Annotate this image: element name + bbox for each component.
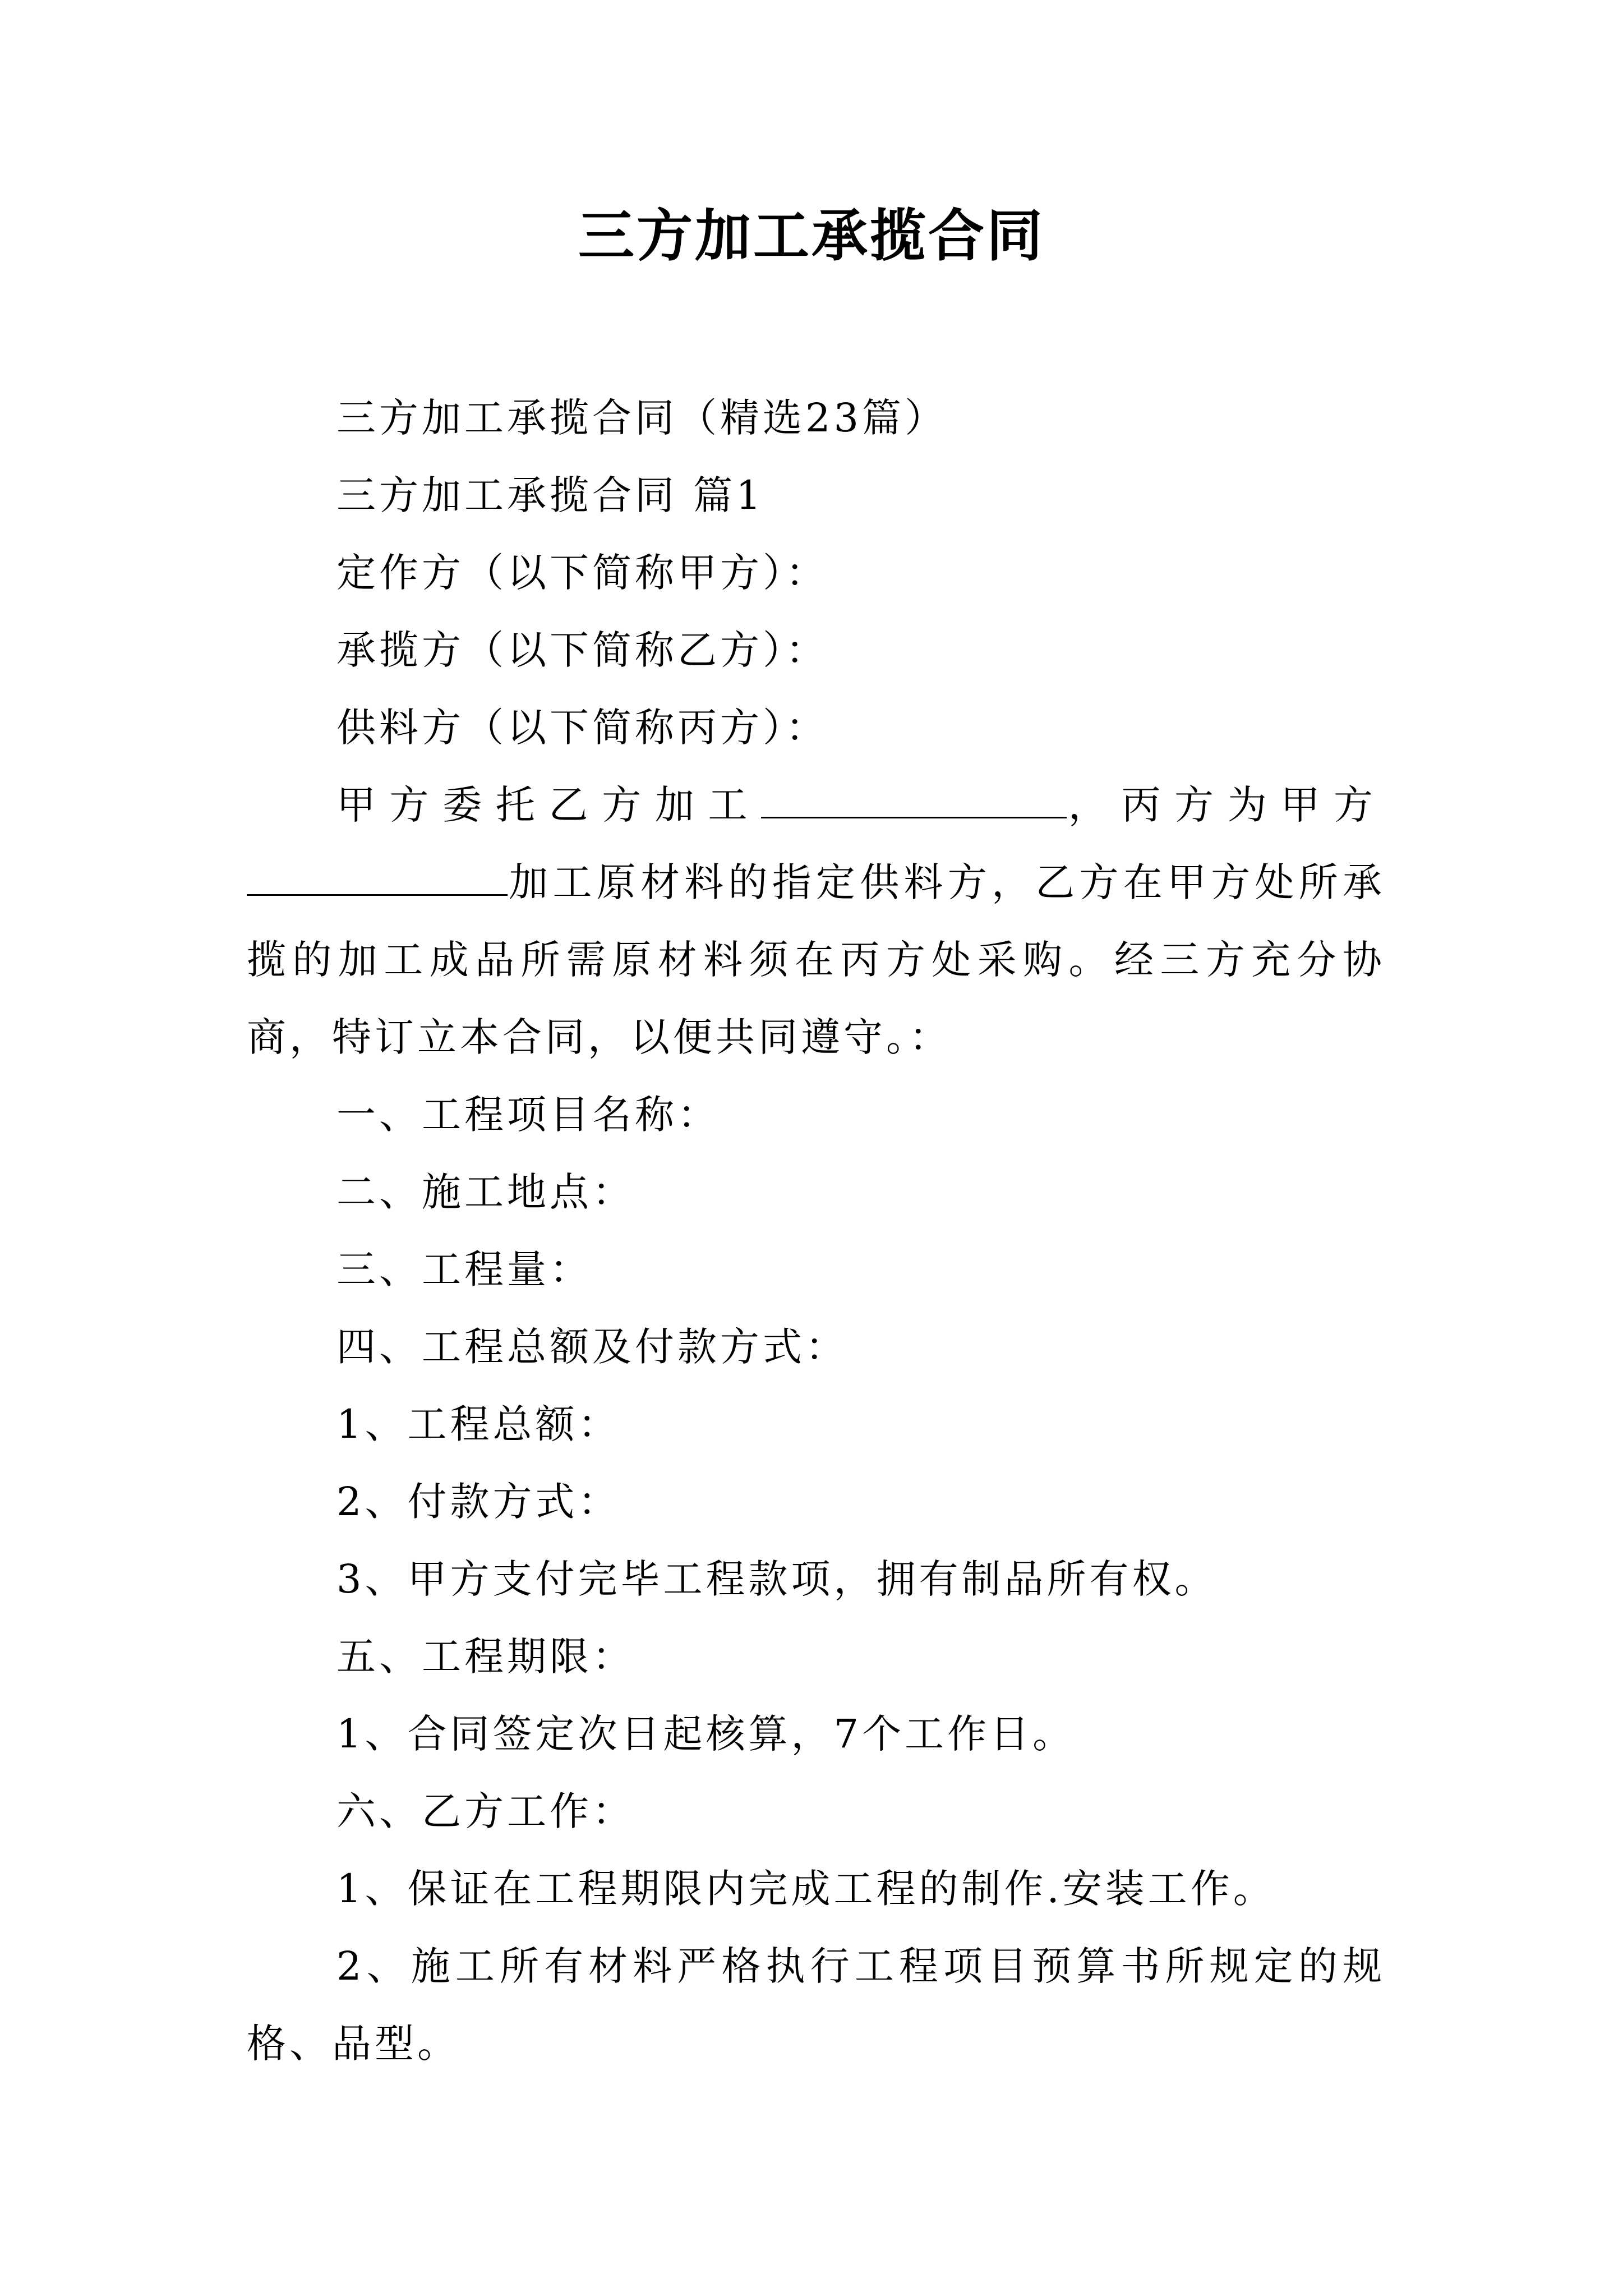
- preamble-text-b: ，丙方为甲方: [1067, 782, 1386, 828]
- document-body: [247, 379, 1385, 2082]
- paragraph-section-6: 六、乙方工作：: [336, 1788, 635, 1834]
- fill-in-blank-product: [761, 783, 1067, 818]
- paragraph-section-5-item-1: 1、合同签定次日起核算，7个工作日。: [336, 1711, 1076, 1757]
- paragraph-collection-heading: 三方加工承揽合同（精选23篇）: [336, 395, 948, 441]
- paragraph-section-6-item-1: 1、保证在工程期限内完成工程的制作.安装工作。: [336, 1866, 1276, 1912]
- fill-in-blank-supplier: [247, 861, 508, 896]
- paragraph-section-2: 二、施工地点：: [336, 1169, 635, 1215]
- paragraph-section-4-item-3: 3、甲方支付完毕工程款项，拥有制品所有权。: [336, 1556, 1218, 1602]
- paragraph-article-heading: 三方加工承揽合同 篇1: [336, 472, 764, 518]
- paragraph-section-1: 一、工程项目名称：: [336, 1092, 720, 1138]
- preamble-text-a: 甲方委托乙方加工: [336, 782, 762, 828]
- paragraph-preamble: [247, 766, 1385, 1076]
- paragraph-party-c: 供料方（以下简称丙方）：: [336, 705, 828, 751]
- paragraph-section-5: 五、工程期限：: [336, 1634, 635, 1680]
- document-title: 三方加工承揽合同: [578, 203, 1045, 269]
- paragraph-party-a: 定作方（以下简称甲方）：: [336, 550, 828, 596]
- paragraph-section-4-item-2: 2、付款方式：: [336, 1479, 621, 1525]
- paragraph-section-6-item-2: 2、施工所有材料严格执行工程项目预算书所规定的规格、品型。: [247, 1943, 1385, 2067]
- preamble-text-c: 加工原材料的指定供料方，乙方在甲方处所承揽的加工成品所需原材料须在丙方处采购。经三方充分协商，特订立本合同，以便共同遵守。：: [247, 859, 1385, 1060]
- paragraph-section-3: 三、工程量：: [336, 1246, 592, 1292]
- paragraph-section-4-item-1: 1、工程总额：: [336, 1401, 621, 1447]
- paragraph-party-b: 承揽方（以下简称乙方）：: [336, 627, 828, 673]
- paragraph-section-4: 四、工程总额及付款方式：: [336, 1324, 848, 1370]
